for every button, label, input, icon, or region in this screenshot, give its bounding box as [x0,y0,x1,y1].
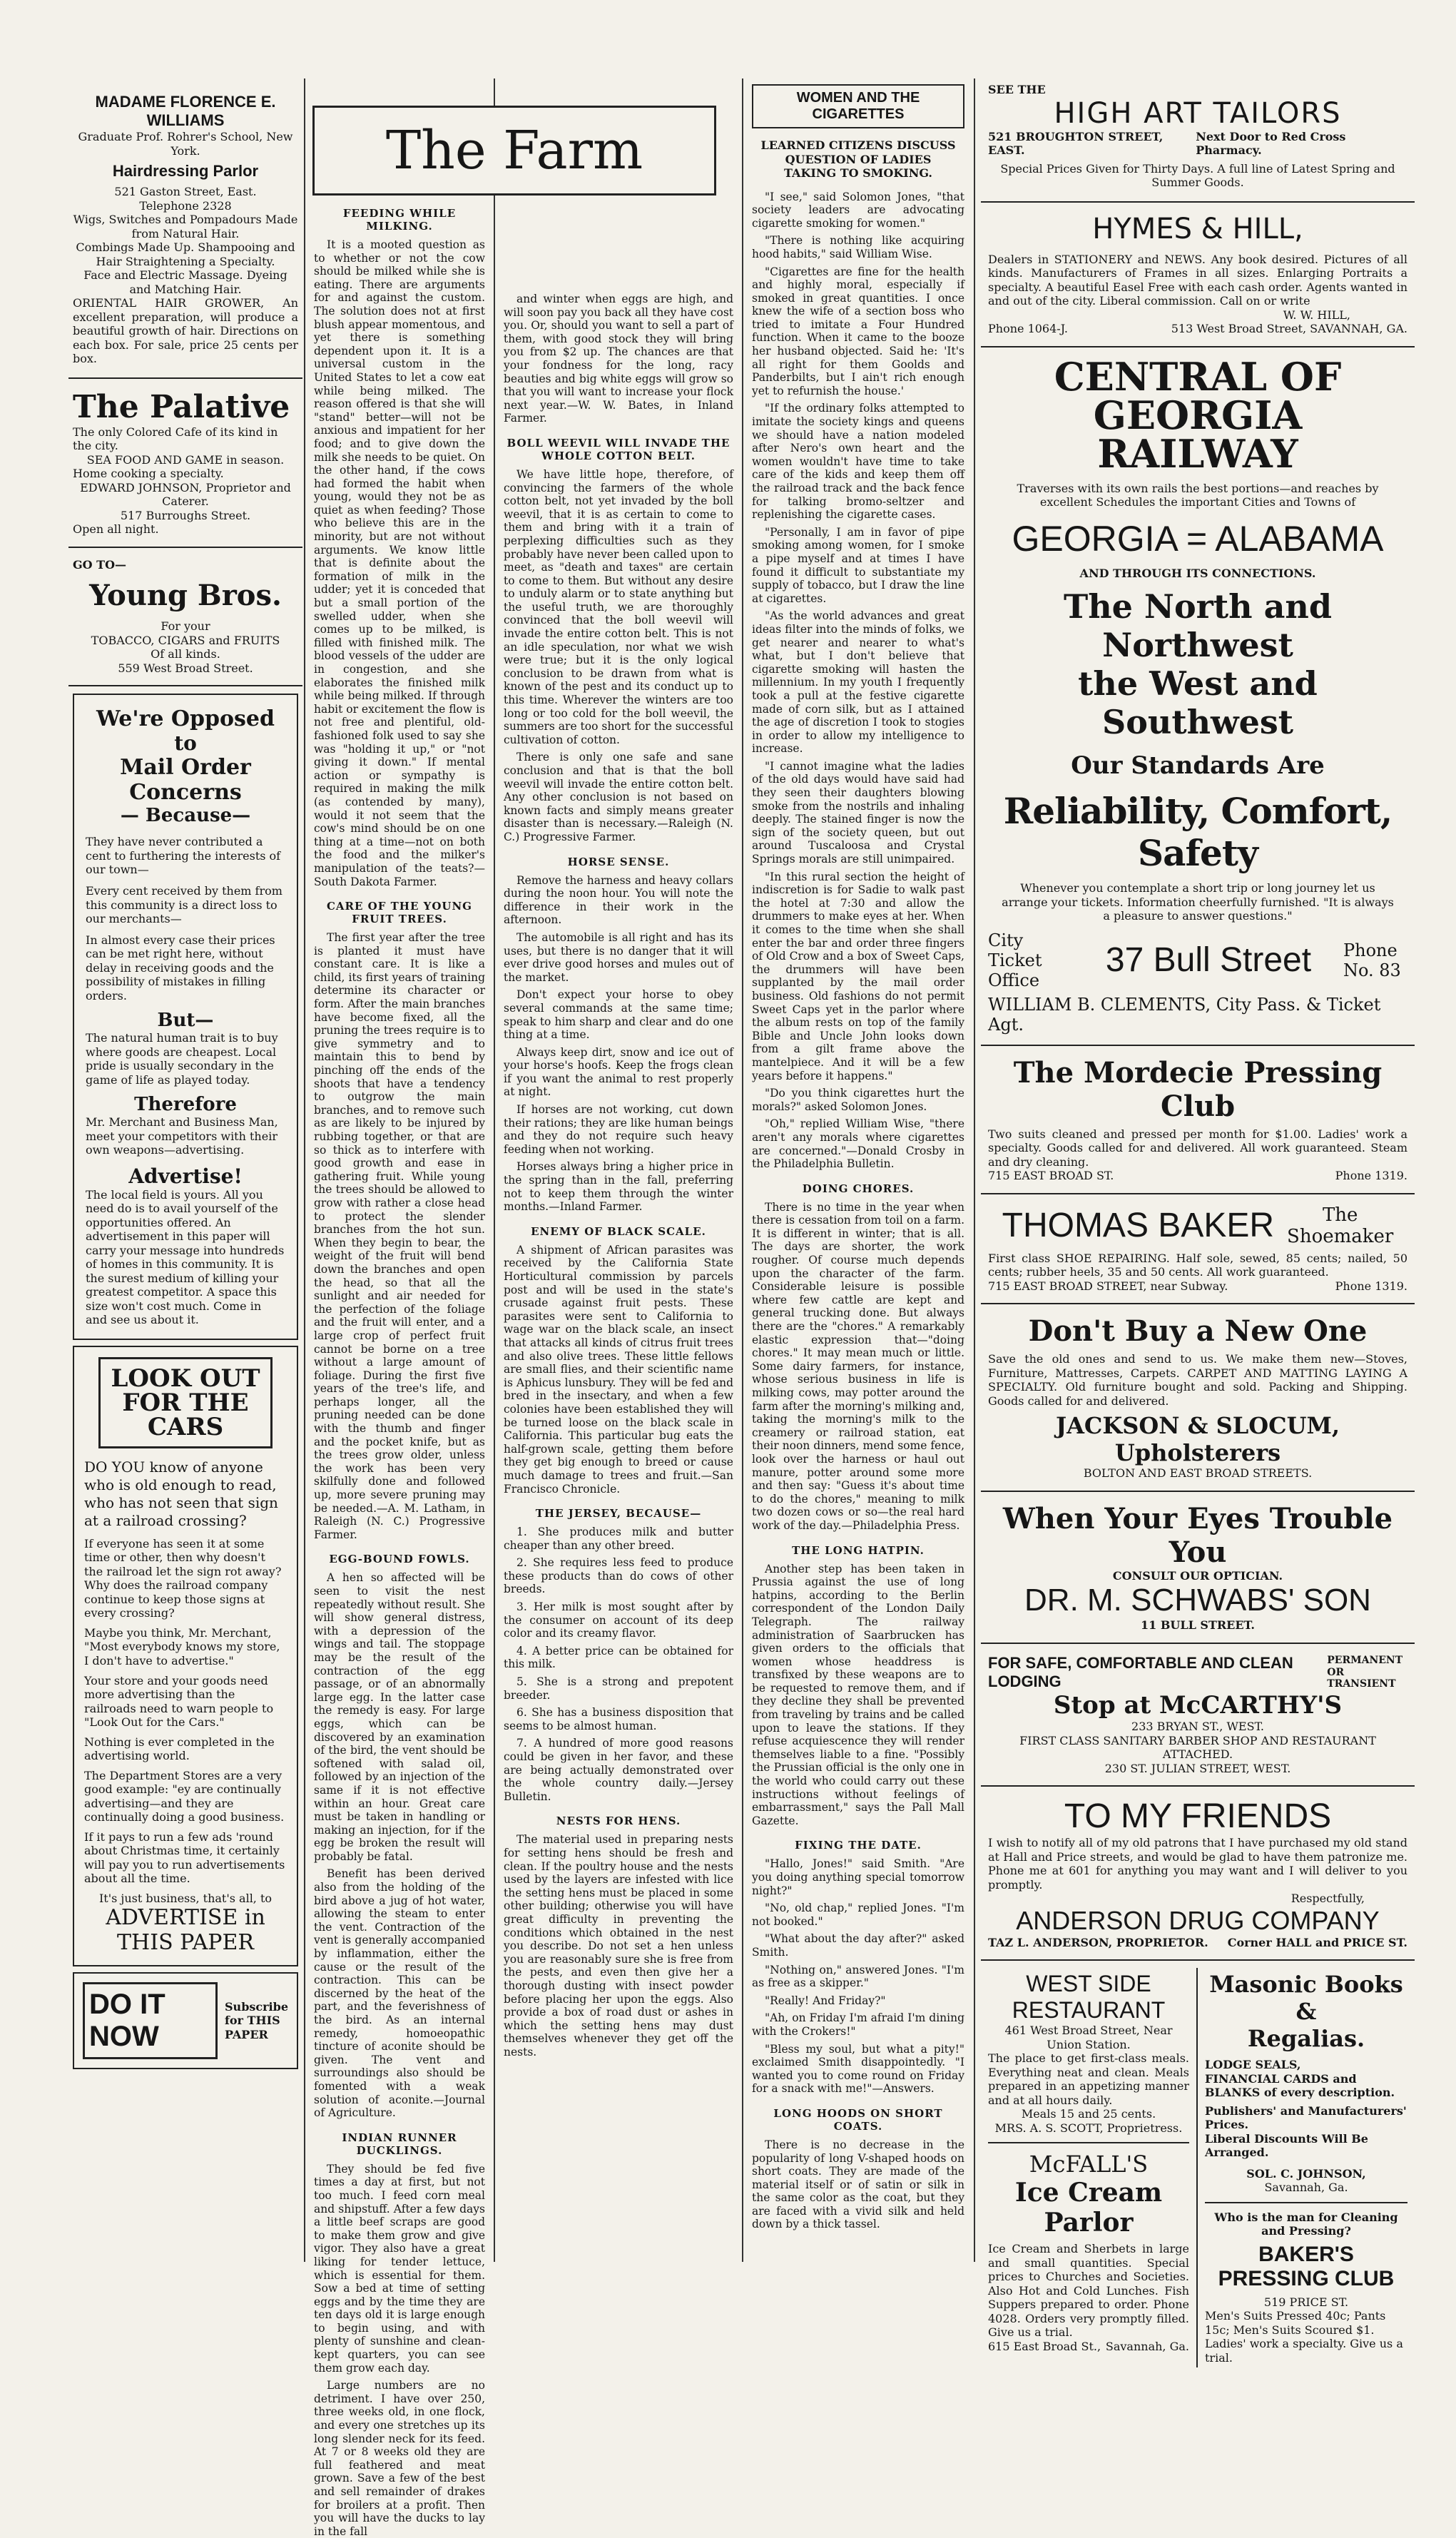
friends-resp: Respectfully, [1290,1892,1365,1906]
article-heading: BOLL WEEVIL WILL INVADE THE WHOLE COTTON BELT. [506,436,730,462]
lookout-big: ADVERTISE in [106,1905,265,1931]
article-paragraph: "In this rural section the height of indiscretion is for Sadie to walk past the hotel at 7:30 and allow the drummers to make eyes at her. When it comes to the time when she shall enter the bar and order three fingers of Old Crow and a box of Sweet Caps, the drummers will have been supplanted by the mail order business. Old fashions do not permit Sweet Caps yet in the parlor where the album rests on top of the family Bible and Uncle John looks down from a gilt frame above the mantelpiece. And it will be a few years before it happens." [752,870,964,1082]
article-heading: INDIAN RUNNER DUCKLINGS. [342,2131,457,2157]
mordecie-address: 715 EAST BROAD ST. [988,1169,1114,1183]
hymes-text: Dealers in STATIONERY and NEWS. Any book desired. Pictures of all kinds. Manufacturers of Frames in all sizes. Enlarging Portraits a specialty. A beautiful Easel Free with each cash order. Agents wanted in and out of the city. Liberal commission. Call on or write [988,252,1407,308]
lookout-text: It's just business, that's all, to [98,1891,273,1905]
mcfall-text: Ice Cream and Sherbets in large and small quantities. Special prices to Churches and Societies. Also Hot and Cold Lunches. Fish Suppers prepared to order. Phone 4028. Orders very promptly filled. Give us a trial. [988,2242,1189,2340]
lookout-text: Nothing is ever completed in the advertising world. [84,1735,275,1763]
baker-text: First class SHOE REPAIRING. Half sole, sewed, 85 cents; nailed, 50 cents; rubber heels, 35 and 50 cents. All work guaranteed. [988,1251,1407,1279]
friends-prop: TAZ L. ANDERSON, PROPRIETOR. [988,1935,1208,1949]
williams-line: Graduate Prof. Rohrer's School, New York. [78,130,293,158]
masonic-ad [1205,1971,1407,2195]
baker-ad [981,1202,1415,1296]
masonic-line: LODGE SEALS, [1205,2058,1301,2072]
opposed-title: — Because— [120,805,251,827]
central-agent: WILLIAM B. CLEMENTS, City Pass. & Ticket Agt. [988,994,1381,1035]
lookout-text: If everyone has seen it at some time or other, then why doesn't the railroad let the sign rot away? Why does the railroad company continue to keep those signs at every crossing? [84,1536,282,1620]
list-item: 6. She has a business disposition that seems to be almost human. [504,1706,733,1732]
central-title: RAILWAY [1097,430,1298,477]
mccarthy-barber: FIRST CLASS SANITARY BARBER SHOP AND RESTAURANT ATTACHED. [1019,1733,1376,1762]
hat-ad [981,78,1415,194]
article-paragraph: A hen so affected will be seen to visit the nest repeatedly without result. She will show general distress, with a depression of the wings and tail. The stoppage may be the result of the contraction of the egg passage, or of an abnormally large egg. In the latter case the remedy is easy. For large eggs, which can be discovered by an examination of the bird, the vent should be softened with salad oil, followed by an injection of the same if it is not effective within an hour. Great care must be taken in handling or making an injection, for if the egg be broken the result will probably be fatal. [314,1571,485,1863]
young-goto: GO TO— [73,557,127,572]
masthead: The Farm [312,106,716,196]
opposed-title: Mail Order Concerns [120,755,251,806]
optician-ad [981,1499,1415,1635]
masonic-city: Savannah, Ga. [1264,2181,1348,2195]
central-title: CENTRAL OF GEORGIA [1054,353,1342,438]
eyes-address: 11 BULL STREET. [1141,1618,1255,1633]
opposed-title: We're Opposed [96,706,275,732]
baker-address: 715 EAST BROAD STREET, near Subway. [988,1279,1228,1293]
column-news [745,78,972,2262]
mcfall-title: McFALL'S [1029,2151,1149,2178]
central-connections: AND THROUGH ITS CONNECTIONS. [1079,566,1316,580]
mordecie-text: Two suits cleaned and pressed per month for $1.00. Ladies' work a specialty. Goods called for and delivered. All work guaranteed. Steam and dry cleaning. [988,1127,1407,1169]
masonic-title: Regalias. [1247,2025,1365,2053]
hymes-name: W. W. HILL, [1283,308,1350,322]
masonic-title: Masonic Books & [1209,1971,1403,2026]
baker-shoemaker: Shoemaker [1287,1225,1394,1247]
dontbuy-title: Don't Buy a New One [1028,1314,1368,1349]
hat-title: HIGH ART TAILORS [1054,96,1342,130]
hat-next: Next Door to Red Cross Pharmacy. [1196,129,1346,158]
article-heading: THE JERSEY, BECAUSE— [535,1507,702,1521]
article-heading: LONG HOODS ON SHORT COATS. [773,2106,943,2133]
lookout-text: The Department Stores are a very good example: "ey are continually advertising—and they are continually doing a good business. [84,1768,285,1824]
friends-corner: Corner HALL and PRICE ST. [1227,1935,1407,1949]
article-heading: EGG-BOUND FOWLS. [329,1553,470,1566]
lookout-text: If it pays to run a few ads 'round about Christmas time, it certainly will pay you to run advertisements about all the time. [84,1829,285,1886]
article-heading: HORSE SENSE. [567,855,670,868]
young-title: Young Bros. [89,579,282,613]
williams-line: Wigs, Switches and Pompadours Made from Natural Hair. [73,213,298,240]
article-paragraph: "Really! And Friday?" [765,1994,886,2007]
doitnow-big: DO IT NOW [83,1982,218,2059]
lookout-big: THIS PAPER [117,1930,254,1956]
column-rule [974,78,975,2262]
article-paragraph: Don't expect your horse to obey several commands at the same time; speak to him sharp and clear and do one thing at a time. [504,988,733,1042]
williams-line: Hairdressing Parlor [112,162,259,181]
article-paragraph: "What about the day after?" asked Smith. [752,1932,964,1959]
masonic-line: Liberal Discounts Will Be Arranged. [1205,2131,1368,2160]
article-paragraph: "Personally, I am in favor of pipe smoking among women, for I smoke a pipe myself and at times I have found it difficult to substantiate my supply of tobacco, but I draw the line at cigarettes. [752,525,964,605]
mcfall-title: Ice Cream Parlor [1014,2178,1163,2238]
young-line: Of all kinds. [151,647,220,661]
mccarthy-ad [981,1651,1415,1778]
central-railway-ad [981,355,1415,1037]
article-paragraph: The automobile is all right and has its uses, but there is no danger that it will ever drive good horses and mules out of the market. [504,930,733,984]
column-rule [742,78,743,2262]
article-paragraph: "Do you think cigarettes hurt the morals?" asked Solomon Jones. [752,1087,964,1113]
eyes-name: DR. M. SCHWABS' SON [1024,1583,1371,1618]
article-paragraph: The material used in preparing nests for setting hens should be fresh and clean. If the poultry house and the nests used by the layers are infested with lice the setting hens must be placed in some other building; otherwise you will have great difficulty in preventing the conditions which obtained in the nest you describe. Do not set a hen unless you are reasonably sure she is free from the pests, and even then give her a thorough dusting with insect powder before placing her upon the eggs. Also provide a box of road dust or ashes in which the setting hens may dust themselves whenever they get off the nests. [504,1833,733,2059]
baker-phone: Phone 1319. [1335,1279,1407,1293]
hymes-ad [981,210,1415,339]
bakers-address: 519 PRICE ST. [1263,2295,1349,2309]
article-paragraph: There is no decrease in the popularity of long V-shaped hoods on short coats. They are made of the material itself or of satin or silk in the same color as the coat, but they are faced with a vivid silk and held down by a thick tassel. [752,2138,964,2231]
mccarthy-line: FOR SAFE, COMFORTABLE AND CLEAN LODGING [988,1653,1293,1690]
article-paragraph: "If the ordinary folks attempted to imitate the society kings and queens we should have a nation modeled after Nero's own heart and the women wouldn't have time to take care of the kids and keep them off the railroad track and the back fence for talking bromo-seltzer and replenishing the cigarette cases. [752,402,964,522]
dontbuy-text: Save the old ones and send to us. We make them new—Stoves, Furniture, Mattresses, Carpets. CARPET AND MATTING LAYING A SPECIALTY. Old furniture bought and sold. Packing and Shipping. Goods called for and delivered. [988,1352,1407,1408]
mcfall-address: 615 East Broad St., [988,2339,1101,2353]
article-paragraph: There is no time in the year when there is cessation from toil on a farm. It is different in winter; that is all. The days are shorter, the work rougher. Of course much depends upon the character of the farm. Considerable leisure is possible where few cattle are kept and general trucking done. But always there are the "chores." A remarkably elastic expression that—"doing chores." It may mean much or little. Some dairy farmers, for instance, whose serious business in life is milking cows, may potter around the farm after the morning's milking and, taking the morning's milk to the creamery or railroad station, eat their noon dinners, mend some fence, look over the harness or haul out manure, potter around some more and then say: "Guess it's about time to do the chores," meaning to milk two dozen cows or so—the real hard work of the day.—Philadelphia Press. [752,1200,964,1532]
lookout-text: Your store and your goods need more advertising than the railroads need to warn people to "Look Out for the Cars." [84,1673,274,1730]
williams-line: 521 Gaston Street, East. [114,185,257,199]
article-paragraph: We have little hope, therefore, of convincing the farmers of the whole cotton belt, not yet invaded by the boll weevil, that it is as certain to come to them and bring with it a train of perplexing difficulties such as they probably have never been called upon to meet, as "death and taxes" are certain to come to them. But without any desire to unduly alarm or to state anything but the useful truth, we are thoroughly convinced that the boll weevil will invade the entire cotton belt. This is not an idle speculation, nor what we wish were true; but it is the only logical conclusion to be drawn from what is known of the pest and its conduct up to this time. Wherever the winters are too long or too cold for the boll weevil, the summers are too short for the successful cultivation of cotton. [504,467,733,746]
eyes-consult: CONSULT OUR OPTICIAN. [1112,1568,1283,1583]
bakers-question: Who is the man for Cleaning and Pressing? [1214,2210,1398,2238]
article-paragraph: "As the world advances and great ideas filter into the minds of folks, we get nearer and nearer to what's what, but I don't believe that cigarette smoking will hasten the millennium. In my youth I frequently took a pull at the festive cigarette made of corn silk, but as I attained the age of discretion I took to stogies in order to allow my intelligence to increase. [752,609,964,756]
westside-address: 461 West Broad Street, Near Union Station. [1004,2024,1173,2051]
westside-meals: Meals 15 and 25 cents. [1021,2107,1156,2121]
williams-line: Face and Electric Massage. Dyeing and Matching Hair. [83,268,287,296]
opposed-text: Every cent received by them from this community is a direct loss to our merchants— [86,883,282,926]
hat-special: Special Prices Given for Thirty Days. A full line of Latest Spring and Summer Goods. [1000,161,1395,190]
williams-line: ORIENTAL HAIR GROWER, An excellent preparation, will produce a beautiful growth of hair. Directions on each box. For sale, price 25 cents per box. [73,296,298,366]
upholsterers-ad [981,1311,1415,1483]
palative-title: The Palative [73,388,290,425]
central-standards: Our Standards Are [1071,751,1325,781]
article-paragraph: "Oh," replied William Wise, "there aren't any morals where cigarettes are concerned."—Donald Crosby in the Philadelphia Bulletin. [752,1117,964,1171]
list-item: 4. A better price can be obtained for this milk. [504,1644,733,1671]
masonic-line: FINANCIAL CARDS and [1205,2071,1357,2086]
opposed-but: But— [157,1010,214,1032]
palative-line: Home cooking a specialty. [73,467,224,481]
palative-line: 517 Burroughs Street. [120,508,251,522]
central-georgia: GEORGIA = ALABAMA [1012,518,1384,559]
westside-title: RESTAURANT [1012,1997,1166,2024]
young-line: For your [161,619,210,634]
cigarettes-heading: WOMEN AND THE CIGARETTES [752,84,964,128]
friends-ad [981,1794,1415,1952]
friends-text: I wish to notify all of my old patrons that I have purchased my old stand at Hall and Price streets, and would be glad to have them patronize me. Phone me at 601 for anything you may want and I will deliver to you promptly. [988,1836,1407,1892]
list-item: 1. She produces milk and butter cheaper than any other breed. [504,1526,733,1552]
westside-text: The place to get first-class meals. Everything neat and clean. Meals prepared in an appetizing manner and at all hours daily. [988,2051,1189,2107]
lookout-sign: LOOK OUT FOR THE CARS [98,1357,273,1448]
masonic-name: SOL. C. JOHNSON, [1246,2166,1366,2181]
mcfall-ad [988,2151,1189,2353]
central-nw: The North and Northwest [1063,587,1333,665]
williams-name: MADAME FLORENCE E. WILLIAMS [95,93,276,129]
mcfall-city: Savannah, Ga. [1105,2339,1189,2353]
article-heading: DOING CHORES. [802,1182,915,1195]
article-paragraph: Horses always bring a higher price in the spring than in the fall, preferring not to keep them through the winter months.—Inland Farmer. [504,1160,733,1214]
opposed-advertise: Advertise! [128,1164,243,1188]
article-paragraph: "I see," said Solomon Jones, "that society leaders are advocating cigarette smoking for women." [752,190,964,230]
opposed-ad [73,694,298,1339]
opposed-text: The local field is yours. All you need do is to avail yourself of the opportunities offered. An advertisement in this paper will carry your message into hundreds of homes in this community. It is the surest medium of killing your greatest competitor. A space this size won't cost much. Come in and see us about it. [86,1187,285,1327]
mordecie-phone: Phone 1319. [1335,1169,1407,1183]
palative-line: Open all night. [73,522,159,537]
column-rule [494,78,495,2262]
doitnow-ad [73,1972,298,2069]
list-item: 3. Her milk is most sought after by the consumer on account of its deep color and its creamy flavor. [504,1600,733,1640]
lookout-text: DO YOU know of anyone who is old enough to read, who has not seen that sign at a railroad crossing? [84,1458,278,1529]
doitnow-small: Subscribe for THIS PAPER [225,1999,288,2041]
lookout-text: Maybe you think, Mr. Merchant, "Most everybody knows my store, I don't have to advertise." [84,1625,280,1668]
young-line: TOBACCO, CIGARS and FRUITS [91,633,280,647]
article-heading: NESTS FOR HENS. [556,1814,681,1828]
list-item: 2. She requires less feed to produce these products than do cows of other breeds. [504,1556,733,1596]
hat-see: SEE THE [988,83,1046,96]
article-paragraph: Benefit has been derived also from the holding of the bird above a jug of hot water, allowing the steam to enter the vent. Contraction of the vent is generally accompanied by inflammation, either the cause or the result of the contraction. This can be discerned by the heat of the part, and the feverishness of the bird. As an internal remedy, homoeopathic tincture of aconite should be given. The vent and surroundings also should be fomented with a weak solution of aconite.—Journal of Agriculture. [314,1867,485,2120]
column-farm-2 [497,78,740,2262]
article-paragraph: There is only one safe and sane conclusion and that is that the boll weevil will invade the entire cotton belt. Any other conclusion is not based on known facts and simply means greater disaster than is necessary.—Raleigh (N. C.) Progressive Farmer. [504,751,733,843]
article-paragraph: "Cigarettes are fine for the health and highly moral, especially if smoked in great quantities. I once knew the wife of a section boss who tried to imitate a Four Hundred function. When it came to the booze her husband objected. Said he: 'It's all right for them Goolds and Panderbilts, but I ain't rich enough yet to refurnish the house.' [752,265,964,397]
column-ads-right [977,78,1419,2365]
opposed-text: They have never contributed a cent to furthering the interests of our town— [86,835,281,877]
article-paragraph: It is a mooted question as to whether or not the cow should be milked while she is eating. There are arguments for and against the custom. The solution does not at first blush appear momentous, and yet there is something dependent upon it. It is a universal custom in the United States to let a cow eat while being milked. The reason offered is that she will "stand" better—will not be anxious and impatient for her food; and to give down the milk she needs to be quiet. On the other hand, if the cows had formed the habit when young, would they not be as quiet as when feeding? Those who believe this are in the minority, but are not without arguments. We know little that is definite about the formation of milk in the udder; yet it is conceded that but a small portion of the swelled udder, when she comes up to be milked, is filled with finished milk. The blood vessels of the udder are in congestion, and she elaborates the finished milk while being milked. If through habit or excitement the flow is not free and plentiful, old-fashioned folk used to say she was "holding it up," or "not giving it down." If mental action or sympathy is required in making the milk (as contended by many), would it not seem that the cow's mind should be on one thing at a time—not on both the food and the milker's manipulation of the teats?—South Dakota Farmer. [314,238,485,888]
article-heading: FEEDING WHILE MILKING. [342,207,457,233]
young-bros-ad [68,555,302,679]
central-reliability: Reliability, Comfort, Safety [1003,790,1393,875]
article-heading: FIXING THE DATE. [795,1839,922,1852]
young-line: 559 West Broad Street. [118,661,253,675]
opposed-therefore: Therefore [134,1094,237,1116]
article-paragraph: "There is nothing like acquiring hood habits," said William Wise. [752,234,964,260]
central-street: 37 Bull Street [1105,941,1312,980]
williams-line: Combings Made Up. Shampooing and Hair Straightening a Specialty. [76,240,295,268]
palative-ad [68,386,302,539]
central-text: Traverses with its own rails the best portions—and reaches by excellent Schedules the important Cities and Towns of [1017,481,1379,509]
hymes-phone: Phone 1064-J. [988,322,1068,336]
dontbuy-address: BOLTON AND EAST BROAD STREETS. [1083,1466,1313,1481]
bakers-title: BAKER'S PRESSING CLUB [1218,2242,1395,2290]
article-paragraph: "Ah, on Friday I'm afraid I'm dining with the Crokers!" [752,2011,964,2038]
article-paragraph: "I cannot imagine what the ladies of the old days would have said had they seen their daughters blowing smoke from the nostrils and inhaling deeply. The stained finger is now the sign of the society queen, but out around Tuscaloosa and Crystal Springs morals are still unimpaired. [752,759,964,866]
hat-address: 521 BROUGHTON STREET, EAST. [988,129,1164,158]
mccarthy-address2: 230 ST. JULIAN STREET, WEST. [1104,1761,1291,1775]
dontbuy-firm: JACKSON & SLOCUM, Upholsterers [1055,1412,1340,1467]
article-paragraph: Always keep dirt, snow and ice out of your horse's hoofs. Keep the frogs clean if you want the animal to rest properly at night. [504,1045,733,1099]
friends-title: TO MY FRIENDS [1064,1797,1332,1836]
opposed-text: Mr. Merchant and Business Man, meet your competitors with their own weapons—advertising. [86,1115,278,1157]
article-paragraph: Remove the harness and heavy collars during the noon hour. You will note the difference in their work in the afternoon. [504,873,733,927]
palative-line: SEA FOOD AND GAME in season. [86,452,285,467]
opposed-title: to [174,731,197,756]
column-ads-left [68,78,302,2262]
cigarettes-subhead: LEARNED CITIZENS DISCUSS QUESTION OF LADIES TAKING TO SMOKING. [760,138,956,181]
mccarthy-perm: PERMANENT OR TRANSIENT [1327,1655,1403,1690]
article-paragraph: Large numbers are no detriment. I have over 250, three weeks old, in one flock, and every one stretches up its long slender neck for its feed. At 7 or 8 weeks old they are full feathered and meat grown. Save a few of the best and sell remainder of drakes for broilers at a profit. Then you will have the ducks to lay in the fall [314,2379,485,2538]
lookout-ad [73,1346,298,1966]
williams-line: Telephone 2328 [139,198,232,213]
article-paragraph: Another step has been taken in Prussia against the use of long hatpins, according to the Berlin correspondent of the London Daily Telegraph. The railway administration of Saarbrucken has given orders to the officials that women whose headdress is transfixed by these weapons are to be requested to remove them, and if they decline they shall be prevented from traveling by trains and be called upon to leave the stations. If they refuse acquiescence they will render themselves liable to a fine. "Possibly the Prussian official is the only one in the world who could carry out these instructions without feelings of embarrassment," says the Pall Mall Gazette. [752,1562,964,1827]
list-item: 7. A hundred of more good reasons could be given in her favor, and these are being actually demonstrated over the whole country daily.—Jersey Bulletin. [504,1737,733,1803]
article-heading: THE LONG HATPIN. [792,1543,925,1557]
williams-ad [68,78,302,370]
opposed-text: The natural human trait is to buy where goods are cheapest. Local pride is usually secondary in the game of life as played today. [86,1031,278,1087]
central-phone: Phone No. 83 [1343,940,1401,980]
palative-line: The only Colored Cafe of its kind in the city. [73,425,278,453]
hymes-title: HYMES & HILL, [1092,212,1303,245]
mordecie-title: The Mordecie Pressing Club [1013,1055,1383,1123]
mccarthy-stop: Stop at McCARTHY'S [1053,1690,1343,1720]
westside-prop: MRS. A. S. SCOTT, Proprietress. [994,2121,1183,2135]
article-paragraph: "Hallo, Jones!" said Smith. "Are you doing anything special tomorrow night?" [752,1857,964,1897]
hymes-address: 513 West Broad Street, SAVANNAH, GA. [1171,322,1407,336]
mccarthy-address: 233 BRYAN ST., WEST. [1131,1719,1264,1733]
eyes-title: When Your Eyes Trouble You [1002,1501,1393,1569]
central-note: Whenever you contemplate a short trip or long journey let us arrange your tickets. Information cheerfully furnished. "It is always a pleasure to answer questions." [1002,881,1394,923]
masonic-line: BLANKS of every description. [1205,2086,1395,2100]
article-paragraph: They should be fed five times a day at first, but not too much. I feed corn meal and shipstuff. After a few days a little beef scraps are good to make them grow and give vigor. They also have a great liking for tender lettuce, which is essential for them. Sow a bed at time of setting eggs and by the time they are ten days old it is large enough to begin using, and with plenty of sunshine and clean-kept quarters, you can see them grow each day. [314,2162,485,2375]
westside-title: WEST SIDE [1026,1971,1151,1997]
article-heading: CARE OF THE YOUNG FRUIT TREES. [326,900,472,926]
palative-line: EDWARD JOHNSON, Proprietor and Caterer. [80,480,291,509]
central-sw: the West and Southwest [1078,664,1318,742]
westside-ad [988,1971,1189,2135]
article-paragraph: A shipment of African parasites was received by the California State Horticultural commission by parcels post and will be used in the state's crusade against fruit pests. These parasites were sent to California to wage war on the black scale, an insect that attacks all kinds of citrus fruit trees and also olive trees. These little fellows are small flies, and their scientific name is Aphicus lunsbury. They will be fed and bred in the insectary, and when a few colonies have been established they will be turned loose on the black scale in California. This particular bug eats the half-grown scale, getting them before they get big enough to breed or cause much damage to trees and fruit.—San Francisco Chronicle. [504,1243,733,1496]
mordecie-ad [981,1053,1415,1186]
article-paragraph: "No, old chap," replied Jones. "I'm not booked." [752,1902,964,1928]
article-paragraph: "Bless my soul, but what a pity!" exclaimed Smith disappointedly. "I wanted you to come round on Friday for a snack with me!"—Answers. [752,2042,964,2096]
baker-title: THOMAS BAKER [1002,1207,1275,1245]
article-paragraph: The first year after the tree is planted it must have constant care. It is like a child, its first years of training determine its character or form. After the main branches have become fixed, all the pruning the trees require is to give symmetry and to maintain this to bend by pinching off the ends of the shoots that have a tendency to outgrow the main branches, and to remove such as are likely to be injured by rubbing together, or that are so thick as to interfere with good growth and ease in gathering fruit. While young the trees should be allowed to grow with rather a close head to protect the slender branches from the hot sun. When they begin to bear, the weight of the fruit will bend down the branches and open the head, so that all the sunlight and air needed for the perfection of the foliage and the fruit will enter, and a large crop of perfect fruit cannot be borne on a tree without a large amount of foliage. During the first five years of the tree's life, and perhaps longer, all the pruning needed can be done with the thumb and finger and the pocket knife, but as the trees grow older, unless the work has been very skilfully done and followed up, more severe pruning may be needed.—A. M. Latham, in Raleigh (N. C.) Progressive Farmer. [314,931,485,1541]
central-office: City Ticket Office [988,930,1042,990]
article-paragraph: and winter when eggs are high, and will soon pay you back all they have cost you. Or, should you want to sell a part of them, with good stock they will bring you from $2 up. The chances are that your fondness for the long, racy beauties and big white eggs will grow so that you will want to increase your flock next year.—W. W. Bates, in Inland Farmer. [504,293,733,425]
baker-the: The [1322,1204,1358,1226]
list-item: 5. She is a strong and prepotent breeder. [504,1675,733,1702]
opposed-text: In almost every case their prices can be met right here, without delay in receiving goods and the possibility of mistakes in filling orders. [86,933,275,1002]
friends-firm: ANDERSON DRUG COMPANY [1016,1905,1380,1935]
article-heading: ENEMY OF BLACK SCALE. [531,1224,706,1238]
masonic-line: Publishers' and Manufacturers' Prices. [1205,2103,1407,2132]
article-paragraph: If horses are not working, cut down their rations; they are like human beings and they do not require such heavy feeding when not working. [504,1103,733,1156]
bakers-pressing-ad [1205,2210,1407,2365]
bakers-text: Men's Suits Pressed 40c; Pants 15c; Men's Suits Scoured $1. Ladies' work a specialty. Give us a trial. [1205,2309,1403,2365]
column-rule [304,78,305,2262]
article-paragraph: "Nothing on," answered Jones. "I'm as free as a skipper." [752,1963,964,1990]
